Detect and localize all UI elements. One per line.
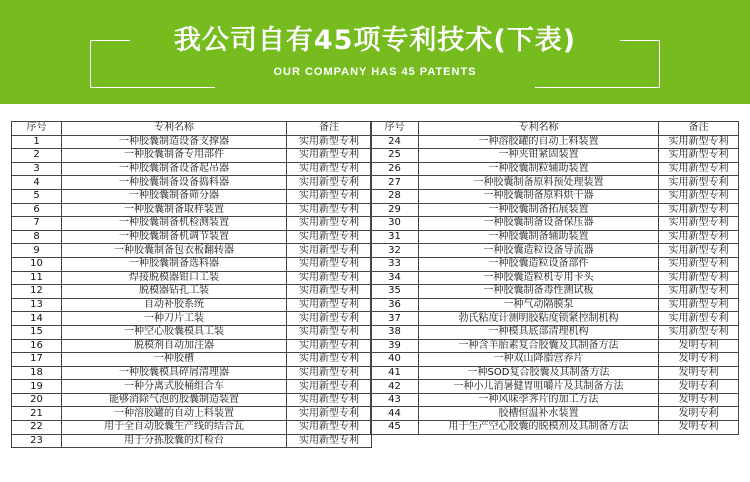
- cell-no: 40: [371, 353, 419, 367]
- table-row: [371, 407, 739, 421]
- table-row: [12, 407, 372, 421]
- table-row: [12, 217, 372, 231]
- cell-note: 实用新型专利: [659, 162, 739, 176]
- cell-no: 23: [12, 434, 62, 448]
- cell-note: 实用新型专利: [287, 366, 372, 380]
- header-no: 序号: [12, 122, 62, 136]
- cell-note: 实用新型专利: [659, 325, 739, 339]
- cell-note: 实用新型专利: [287, 339, 372, 353]
- table-row: [371, 366, 739, 380]
- cell-no: 24: [371, 135, 419, 149]
- cell-name: 一种胶囊制备取样装置: [62, 203, 287, 217]
- cell-no: 30: [371, 217, 419, 231]
- cell-name: 一种胶囊造粒设备部件: [419, 257, 659, 271]
- cell-no: 31: [371, 230, 419, 244]
- cell-no: 19: [12, 380, 62, 394]
- frame-line: [535, 87, 660, 88]
- table-row: [371, 203, 739, 217]
- table-row: [12, 421, 372, 435]
- cell-no: 41: [371, 366, 419, 380]
- cell-note: 实用新型专利: [659, 230, 739, 244]
- cell-note: 发明专利: [659, 421, 739, 435]
- cell-no: 21: [12, 407, 62, 421]
- cell-no: 9: [12, 244, 62, 258]
- cell-note: 实用新型专利: [287, 135, 372, 149]
- cell-no: 38: [371, 325, 419, 339]
- table-row: [12, 325, 372, 339]
- table-row: [371, 339, 739, 353]
- cell-name: 焊接脱模器钳口工装: [62, 271, 287, 285]
- cell-no: 13: [12, 298, 62, 312]
- table-row: [371, 325, 739, 339]
- cell-no: 15: [12, 325, 62, 339]
- cell-no: 10: [12, 257, 62, 271]
- cell-note: 实用新型专利: [659, 298, 739, 312]
- cell-name: 用于生产空心胶囊的脱模剂及其制备方法: [419, 421, 659, 435]
- cell-name: 一种气动隔膜泵: [419, 298, 659, 312]
- table-row: [371, 135, 739, 149]
- table-row: [12, 434, 372, 448]
- cell-note: 实用新型专利: [287, 298, 372, 312]
- cell-name: 一种胶囊制备毒性测试板: [419, 285, 659, 299]
- cell-no: 3: [12, 162, 62, 176]
- cell-note: 实用新型专利: [287, 421, 372, 435]
- cell-note: 实用新型专利: [659, 244, 739, 258]
- header-note: 备注: [287, 122, 372, 136]
- cell-no: 32: [371, 244, 419, 258]
- cell-no: 45: [371, 421, 419, 435]
- cell-note: 实用新型专利: [287, 271, 372, 285]
- table-row: [12, 366, 372, 380]
- table-row: [12, 189, 372, 203]
- cell-note: 实用新型专利: [287, 162, 372, 176]
- cell-no: 8: [12, 230, 62, 244]
- table-row: [12, 149, 372, 163]
- frame-line: [90, 87, 215, 88]
- cell-note: 实用新型专利: [659, 149, 739, 163]
- table-row: [12, 312, 372, 326]
- cell-no: 28: [371, 189, 419, 203]
- cell-name: 能够消除气泡的胶囊制造装置: [62, 393, 287, 407]
- table-row: [371, 312, 739, 326]
- cell-note: 发明专利: [659, 407, 739, 421]
- cell-note: 实用新型专利: [659, 271, 739, 285]
- table-row: [12, 353, 372, 367]
- cell-note: 实用新型专利: [287, 203, 372, 217]
- cell-note: 发明专利: [659, 393, 739, 407]
- cell-note: 实用新型专利: [659, 135, 739, 149]
- cell-name: 自动补胶系统: [62, 298, 287, 312]
- cell-name: 一种胶囊制备设备捣料器: [62, 176, 287, 190]
- cell-no: 20: [12, 393, 62, 407]
- cell-name: 一种胶槽: [62, 353, 287, 367]
- cell-name: 一种模具底部清理机构: [419, 325, 659, 339]
- cell-name: 一种溶胶罐的自动上料装置: [419, 135, 659, 149]
- table-row: [371, 353, 739, 367]
- table-row: [371, 189, 739, 203]
- header-name: 专利名称: [419, 122, 659, 136]
- page-title: 我公司自有45项专利技术(下表): [173, 25, 577, 56]
- cell-name: 一种溶胶罐的自动上料装置: [62, 407, 287, 421]
- cell-name: 一种胶囊制造设备支撑器: [62, 135, 287, 149]
- table-row: [12, 203, 372, 217]
- cell-no: 18: [12, 366, 62, 380]
- cell-no: 2: [12, 149, 62, 163]
- cell-no: 16: [12, 339, 62, 353]
- cell-note: 实用新型专利: [287, 244, 372, 258]
- cell-name: 一种双山降脂营养片: [419, 353, 659, 367]
- cell-name: 一种胶囊制备原料烘干器: [419, 189, 659, 203]
- table-row: [12, 162, 372, 176]
- cell-name: 用于全自动胶囊生产线的结合瓦: [62, 421, 287, 435]
- cell-name: 一种SOD复合胶囊及其制备方法: [419, 366, 659, 380]
- cell-note: 实用新型专利: [287, 285, 372, 299]
- cell-name: 一种胶囊制粒辅助装置: [419, 162, 659, 176]
- cell-no: 1: [12, 135, 62, 149]
- table-row: [12, 393, 372, 407]
- cell-no: 39: [371, 339, 419, 353]
- cell-note: 实用新型专利: [287, 312, 372, 326]
- table-row: [12, 135, 372, 149]
- cell-no: 17: [12, 353, 62, 367]
- cell-name: 一种胶囊造粒机专用卡头: [419, 271, 659, 285]
- cell-note: 实用新型专利: [287, 176, 372, 190]
- patent-table-right: [370, 121, 739, 435]
- cell-name: 一种胶囊制备设备保压器: [419, 217, 659, 231]
- cell-no: 26: [371, 162, 419, 176]
- table-row: [371, 380, 739, 394]
- cell-name: 一种胶囊制备辅助装置: [419, 230, 659, 244]
- cell-name: 一种胶囊制备设备起吊器: [62, 162, 287, 176]
- table-row: [371, 149, 739, 163]
- cell-note: 实用新型专利: [287, 257, 372, 271]
- cell-no: 11: [12, 271, 62, 285]
- table-row: [12, 230, 372, 244]
- cell-no: 33: [371, 257, 419, 271]
- table-row: [371, 285, 739, 299]
- cell-note: 实用新型专利: [287, 353, 372, 367]
- cell-note: 实用新型专利: [659, 257, 739, 271]
- cell-note: 实用新型专利: [287, 230, 372, 244]
- cell-note: 实用新型专利: [659, 189, 739, 203]
- header-no: 序号: [371, 122, 419, 136]
- cell-name: 一种小儿消暑健胃咀嚼片及其制备方法: [419, 380, 659, 394]
- cell-note: 发明专利: [659, 339, 739, 353]
- cell-note: 实用新型专利: [287, 393, 372, 407]
- cell-name: 一种空心胶囊模具工装: [62, 325, 287, 339]
- table-row: [12, 176, 372, 190]
- cell-name: 一种刀片工装: [62, 312, 287, 326]
- table-header-row: [371, 122, 739, 136]
- header-name: 专利名称: [62, 122, 287, 136]
- cell-name: 一种含羊胎素复合胶囊及其制备方法: [419, 339, 659, 353]
- cell-name: 一种夹钳紧固装置: [419, 149, 659, 163]
- cell-no: 14: [12, 312, 62, 326]
- cell-name: 一种胶囊制备筛分器: [62, 189, 287, 203]
- header-note: 备注: [659, 122, 739, 136]
- cell-no: 22: [12, 421, 62, 435]
- table-header-row: [12, 122, 372, 136]
- cell-no: 4: [12, 176, 62, 190]
- page-subtitle: OUR COMPANY HAS 45 PATENTS: [273, 66, 477, 78]
- table-row: [371, 217, 739, 231]
- cell-name: 勃氏粘度计测明胶粘度锁紧控制机构: [419, 312, 659, 326]
- table-row: [12, 298, 372, 312]
- cell-name: 一种胶囊制备原料预处理装置: [419, 176, 659, 190]
- cell-note: 发明专利: [659, 366, 739, 380]
- cell-name: 一种胶囊制备包衣板翻转器: [62, 244, 287, 258]
- table-row: [12, 244, 372, 258]
- cell-no: 37: [371, 312, 419, 326]
- patent-table-left: [11, 121, 372, 448]
- cell-note: 发明专利: [659, 380, 739, 394]
- cell-name: 一种风味荸荠片的加工方法: [419, 393, 659, 407]
- cell-note: 实用新型专利: [287, 380, 372, 394]
- cell-name: 脱模剂自动加注器: [62, 339, 287, 353]
- cell-note: 实用新型专利: [659, 217, 739, 231]
- table-row: [12, 257, 372, 271]
- table-row: [371, 257, 739, 271]
- table-row: [371, 162, 739, 176]
- cell-name: 一种胶囊造粒设备导流器: [419, 244, 659, 258]
- cell-note: 实用新型专利: [287, 189, 372, 203]
- table-row: [371, 271, 739, 285]
- cell-no: 35: [371, 285, 419, 299]
- table-row: [12, 339, 372, 353]
- table-row: [371, 176, 739, 190]
- cell-name: 一种胶囊模具碎屑清理器: [62, 366, 287, 380]
- cell-no: 6: [12, 203, 62, 217]
- cell-name: 胶槽恒温补水装置: [419, 407, 659, 421]
- table-row: [12, 271, 372, 285]
- cell-no: 44: [371, 407, 419, 421]
- cell-name: 一种胶囊制备机检测装置: [62, 217, 287, 231]
- cell-note: 实用新型专利: [659, 285, 739, 299]
- cell-no: 7: [12, 217, 62, 231]
- cell-no: 42: [371, 380, 419, 394]
- cell-name: 一种胶囊制备机调节装置: [62, 230, 287, 244]
- table-row: [371, 230, 739, 244]
- cell-note: 实用新型专利: [287, 325, 372, 339]
- cell-no: 25: [371, 149, 419, 163]
- cell-note: 实用新型专利: [659, 312, 739, 326]
- cell-name: 一种胶囊制备专用部件: [62, 149, 287, 163]
- table-row: [371, 298, 739, 312]
- cell-no: 5: [12, 189, 62, 203]
- cell-name: 脱模器钻孔工装: [62, 285, 287, 299]
- cell-note: 实用新型专利: [287, 149, 372, 163]
- cell-note: 实用新型专利: [287, 434, 372, 448]
- cell-name: 一种胶囊制备选料器: [62, 257, 287, 271]
- table-row: [371, 244, 739, 258]
- cell-no: 29: [371, 203, 419, 217]
- cell-no: 27: [371, 176, 419, 190]
- table-row: [12, 285, 372, 299]
- cell-name: 一种胶囊制备拓展装置: [419, 203, 659, 217]
- cell-no: 43: [371, 393, 419, 407]
- cell-name: 用于分拣胶囊的灯检台: [62, 434, 287, 448]
- cell-name: 一种分离式胶桶组合车: [62, 380, 287, 394]
- cell-no: 36: [371, 298, 419, 312]
- cell-no: 12: [12, 285, 62, 299]
- cell-no: 34: [371, 271, 419, 285]
- header-banner: [0, 0, 750, 104]
- cell-note: 实用新型专利: [659, 176, 739, 190]
- cell-note: 实用新型专利: [659, 203, 739, 217]
- table-row: [371, 393, 739, 407]
- table-row: [12, 380, 372, 394]
- cell-note: 发明专利: [659, 353, 739, 367]
- cell-note: 实用新型专利: [287, 217, 372, 231]
- cell-note: 实用新型专利: [287, 407, 372, 421]
- table-row: [371, 421, 739, 435]
